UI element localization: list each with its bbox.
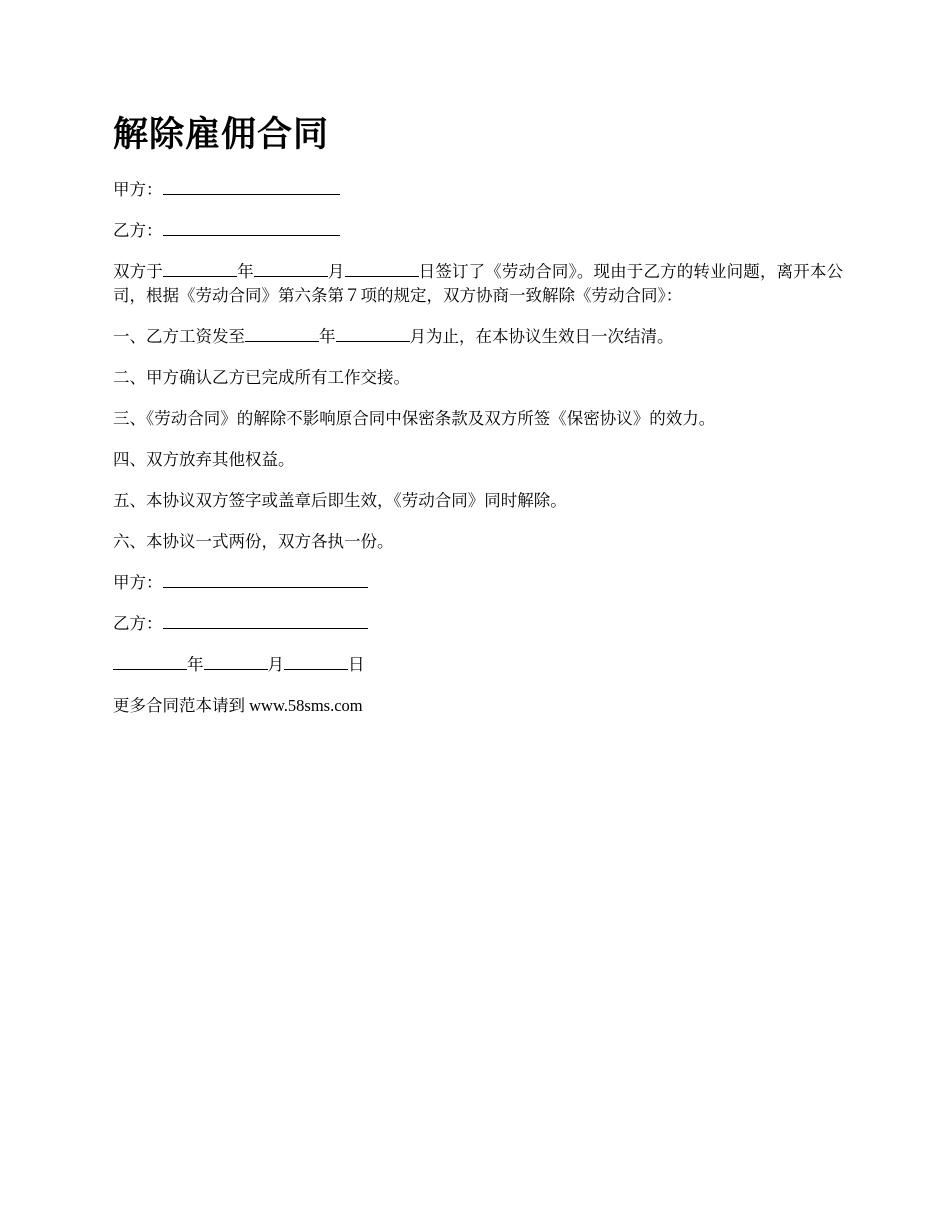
sign-month-blank	[204, 653, 268, 670]
intro-year-blank	[163, 260, 237, 277]
clause-1-year-blank	[245, 325, 319, 342]
clause-1-text-1: 一、乙方工资发至	[113, 327, 245, 346]
sign-a-line	[113, 571, 843, 595]
clause-3: 三、《劳动合同》的解除不影响原合同中保密条款及双方所签《保密协议》的效力。	[113, 409, 716, 428]
document-page	[113, 110, 843, 735]
sign-a-blank	[163, 571, 368, 588]
party-a-label: 甲方：	[113, 180, 163, 199]
party-b-label: 乙方：	[113, 221, 163, 240]
sign-a-label: 甲方：	[113, 573, 163, 592]
clause-1	[113, 325, 843, 349]
intro-text-2: 年	[236, 262, 254, 281]
intro-text-3: 月	[327, 262, 345, 281]
sign-day-label: 日	[348, 655, 365, 674]
party-b-line	[113, 219, 843, 243]
document-title: 解除雇佣合同	[113, 115, 330, 155]
clause-6: 六、本协议一式两份，双方各执一份。	[113, 532, 394, 551]
sign-date-line	[113, 653, 843, 677]
sign-day-blank	[284, 653, 348, 670]
clause-4: 四、双方放弃其他权益。	[113, 450, 295, 469]
clause-1-text-2: 年	[319, 327, 336, 346]
sign-b-blank	[163, 612, 368, 629]
clause-1-month-blank	[336, 325, 410, 342]
intro-day-blank	[345, 260, 419, 277]
sign-year-label: 年	[187, 655, 204, 674]
sign-month-label: 月	[267, 655, 284, 674]
party-a-blank	[163, 178, 340, 195]
sign-b-line	[113, 612, 843, 636]
intro-text-1: 双方于	[113, 262, 163, 281]
party-b-blank	[163, 219, 340, 236]
party-a-line	[113, 178, 843, 202]
clause-1-text-3: 月为止，在本协议生效日一次结清。	[409, 327, 674, 346]
sign-year-blank	[113, 653, 187, 670]
clause-5: 五、本协议双方签字或盖章后即生效，《劳动合同》同时解除。	[113, 491, 567, 510]
sign-b-label: 乙方：	[113, 614, 163, 633]
intro-paragraph	[113, 260, 843, 308]
intro-month-blank	[254, 260, 328, 277]
clause-2: 二、甲方确认乙方已完成所有工作交接。	[113, 368, 410, 387]
intro-text-4: 日签订了《劳动合同》。现由于乙方的转业问题，离开本公司，根据《劳动合同》第六条第７项的规定，双方协商一致解除《劳动合同》：	[113, 262, 844, 305]
footer-link-text: 更多合同范本请到 www.58sms.com	[113, 696, 363, 715]
